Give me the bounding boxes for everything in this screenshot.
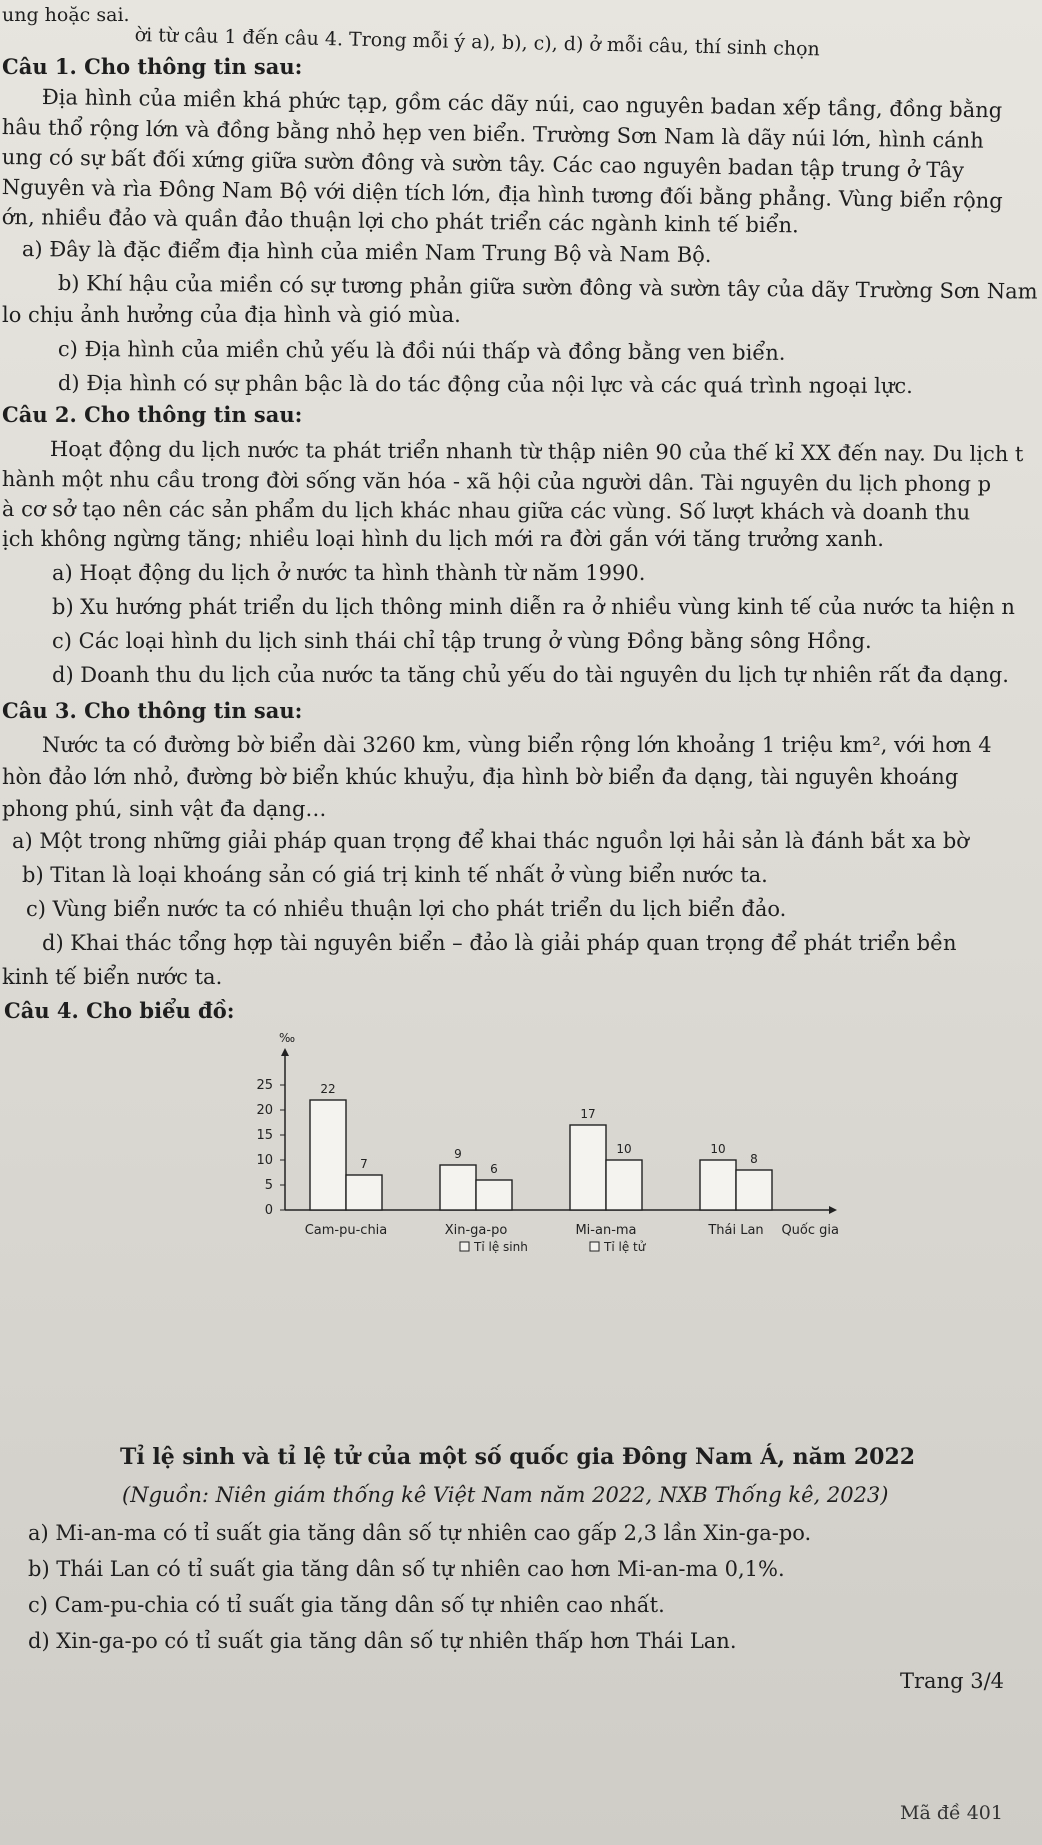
q2-option-c: c) Các loại hình du lịch sinh thái chỉ tập trung ở vùng Đồng bằng sông Hồng. <box>52 629 872 653</box>
bar <box>606 1160 642 1210</box>
q4-option-c: c) Cam-pu-chia có tỉ suất gia tăng dân số tự nhiên cao nhất. <box>28 1593 665 1617</box>
q3-passage-line: Nước ta có đường bờ biển dài 3260 km, vùng biển rộng lớn khoảng 1 triệu km², với hơn 4 <box>42 733 992 757</box>
chart-source: (Nguồn: Niên giám thống kê Việt Nam năm 2022, NXB Thống kê, 2023) <box>122 1483 889 1507</box>
q4-option-b: b) Thái Lan có tỉ suất gia tăng dân số tự nhiên cao hơn Mi-an-ma 0,1%. <box>28 1557 785 1581</box>
q1-passage-line: ớn, nhiều đảo và quần đảo thuận lợi cho phát triển các ngành kinh tế biển. <box>1 204 799 238</box>
bar-value-label: 10 <box>710 1142 726 1156</box>
q1-passage-line: Địa hình của miền khá phức tạp, gồm các dãy núi, cao nguyên badan xếp tầng, đồng bằng <box>41 84 1003 123</box>
exam-code: Mã đề 401 <box>900 1802 1003 1824</box>
q3-option-c: c) Vùng biển nước ta có nhiều thuận lợi cho phát triển du lịch biển đảo. <box>26 897 787 921</box>
q2-passage-line: Hoạt động du lịch nước ta phát triển nhanh từ thập niên 90 của thế kỉ XX đến nay. Du lịch t <box>49 437 1024 467</box>
x-category-label: Cam-pu-chia <box>304 1223 388 1238</box>
q1-title: Câu 1. Cho thông tin sau: <box>2 54 303 79</box>
q1-option-c: c) Địa hình của miền chủ yếu là đồi núi thấp và đồng bằng ven biển. <box>57 337 786 365</box>
bar-value-label: 9 <box>454 1147 462 1161</box>
bar <box>440 1165 476 1210</box>
q4-title: Câu 4. Cho biểu đồ: <box>4 998 235 1023</box>
bar-value-label: 7 <box>360 1157 368 1171</box>
bar <box>700 1160 736 1210</box>
q2-title: Câu 2. Cho thông tin sau: <box>2 402 303 427</box>
q1-option-a: a) Đây là đặc điểm địa hình của miền Nam Trung Bộ và Nam Bộ. <box>21 236 712 268</box>
legend-swatch <box>590 1242 599 1251</box>
q3-passage-line: phong phú, sinh vật đa dạng… <box>2 797 327 821</box>
q1-passage-line: hâu thổ rộng lớn và đồng bằng nhỏ hẹp ven biển. Trường Sơn Nam là dãy núi lớn, hình cánh <box>1 114 984 153</box>
x-axis-arrow <box>829 1206 837 1214</box>
y-tick-label: 5 <box>264 1178 273 1193</box>
bar-value-label: 6 <box>490 1162 498 1176</box>
bar-value-label: 8 <box>750 1152 758 1166</box>
bar <box>310 1100 346 1210</box>
bar-value-label: 22 <box>320 1082 336 1096</box>
q3-title: Câu 3. Cho thông tin sau: <box>2 698 303 723</box>
q3-option-d-cont: kinh tế biển nước ta. <box>2 965 223 989</box>
q3-passage-line: hòn đảo lớn nhỏ, đường bờ biển khúc khuỷu, địa hình bờ biển đa dạng, tài nguyên khoáng <box>2 765 959 789</box>
bar-value-label: 10 <box>616 1142 632 1156</box>
chart-caption: Tỉ lệ sinh và tỉ lệ tử của một số quốc gia Đông Nam Á, năm 2022 <box>120 1444 916 1470</box>
q1-option-b: b) Khí hậu của miền có sự tương phản giữa sườn đông và sườn tây của dãy Trường Sơn Nam <box>57 270 1038 304</box>
y-tick-label: 20 <box>256 1103 273 1118</box>
x-category-label: Xin-ga-po <box>444 1223 508 1238</box>
q1-passage-line: Nguyên và rìa Đông Nam Bộ với diện tích lớn, địa hình tương đối bằng phẳng. Vùng biển rộng <box>1 174 1003 213</box>
x-category-label: Thái Lan <box>708 1223 764 1238</box>
q2-option-a: a) Hoạt động du lịch ở nước ta hình thành từ năm 1990. <box>52 561 646 585</box>
bar-value-label: 17 <box>580 1107 596 1121</box>
bar-chart <box>225 1030 925 1330</box>
y-tick-label: 25 <box>256 1078 273 1093</box>
legend-swatch <box>460 1242 469 1251</box>
x-axis-label: Quốc gia <box>781 1223 839 1238</box>
q4-option-d: d) Xin-ga-po có tỉ suất gia tăng dân số tự nhiên thấp hơn Thái Lan. <box>28 1629 737 1653</box>
q3-option-a: a) Một trong những giải pháp quan trọng để khai thác nguồn lợi hải sản là đánh bắt xa bờ <box>12 829 969 853</box>
x-category-label: Mi-an-ma <box>575 1223 637 1238</box>
q2-option-d: d) Doanh thu du lịch của nước ta tăng chủ yếu do tài nguyên du lịch tự nhiên rất đa dạng. <box>52 663 1009 687</box>
q3-option-d: d) Khai thác tổng hợp tài nguyên biển – đảo là giải pháp quan trọng để phát triển bền <box>42 931 957 955</box>
legend-label: Tỉ lệ sinh <box>474 1240 528 1254</box>
y-tick-label: 0 <box>264 1203 273 1218</box>
q2-passage-line: hành một nhu cầu trong đời sống văn hóa - xã hội của người dân. Tài nguyên du lịch phong p <box>1 467 992 497</box>
bar <box>476 1180 512 1210</box>
q3-option-b: b) Titan là loại khoáng sản có giá trị kinh tế nhất ở vùng biển nước ta. <box>22 863 768 887</box>
y-tick-label: 15 <box>256 1128 273 1143</box>
bar <box>346 1175 382 1210</box>
q2-passage-line: à cơ sở tạo nên các sản phẩm du lịch khác nhau giữa các vùng. Số lượt khách và doanh thu <box>1 497 971 525</box>
q1-passage-line: ung có sự bất đối xứng giữa sườn đông và sườn tây. Các cao nguyên badan tập trung ở Tây <box>1 144 965 183</box>
bar <box>736 1170 772 1210</box>
header-right: ời từ câu 1 đến câu 4. Trong mỗi ý a), b), c), d) ở mỗi câu, thí sinh chọn <box>134 23 820 61</box>
q4-option-a: a) Mi-an-ma có tỉ suất gia tăng dân số tự nhiên cao gấp 2,3 lần Xin-ga-po. <box>28 1521 812 1545</box>
y-axis-unit: ‰ <box>279 1031 296 1045</box>
q2-passage-line: ịch không ngừng tăng; nhiều loại hình du lịch mới ra đời gắn với tăng trưởng xanh. <box>2 527 884 551</box>
page-number: Trang 3/4 <box>900 1669 1005 1693</box>
bar <box>570 1125 606 1210</box>
q2-option-b: b) Xu hướng phát triển du lịch thông minh diễn ra ở nhiều vùng kinh tế của nước ta hiện n <box>52 595 1015 619</box>
q1-option-b-cont: lo chịu ảnh hưởng của địa hình và gió mùa. <box>2 303 461 327</box>
legend-label: Tỉ lệ tử <box>604 1240 646 1254</box>
y-tick-label: 10 <box>256 1153 273 1168</box>
header-left: ung hoặc sai. <box>2 4 130 26</box>
q1-option-d: d) Địa hình có sự phân bậc là do tác động của nội lực và các quá trình ngoại lực. <box>57 371 913 398</box>
y-axis-arrow <box>281 1048 289 1056</box>
